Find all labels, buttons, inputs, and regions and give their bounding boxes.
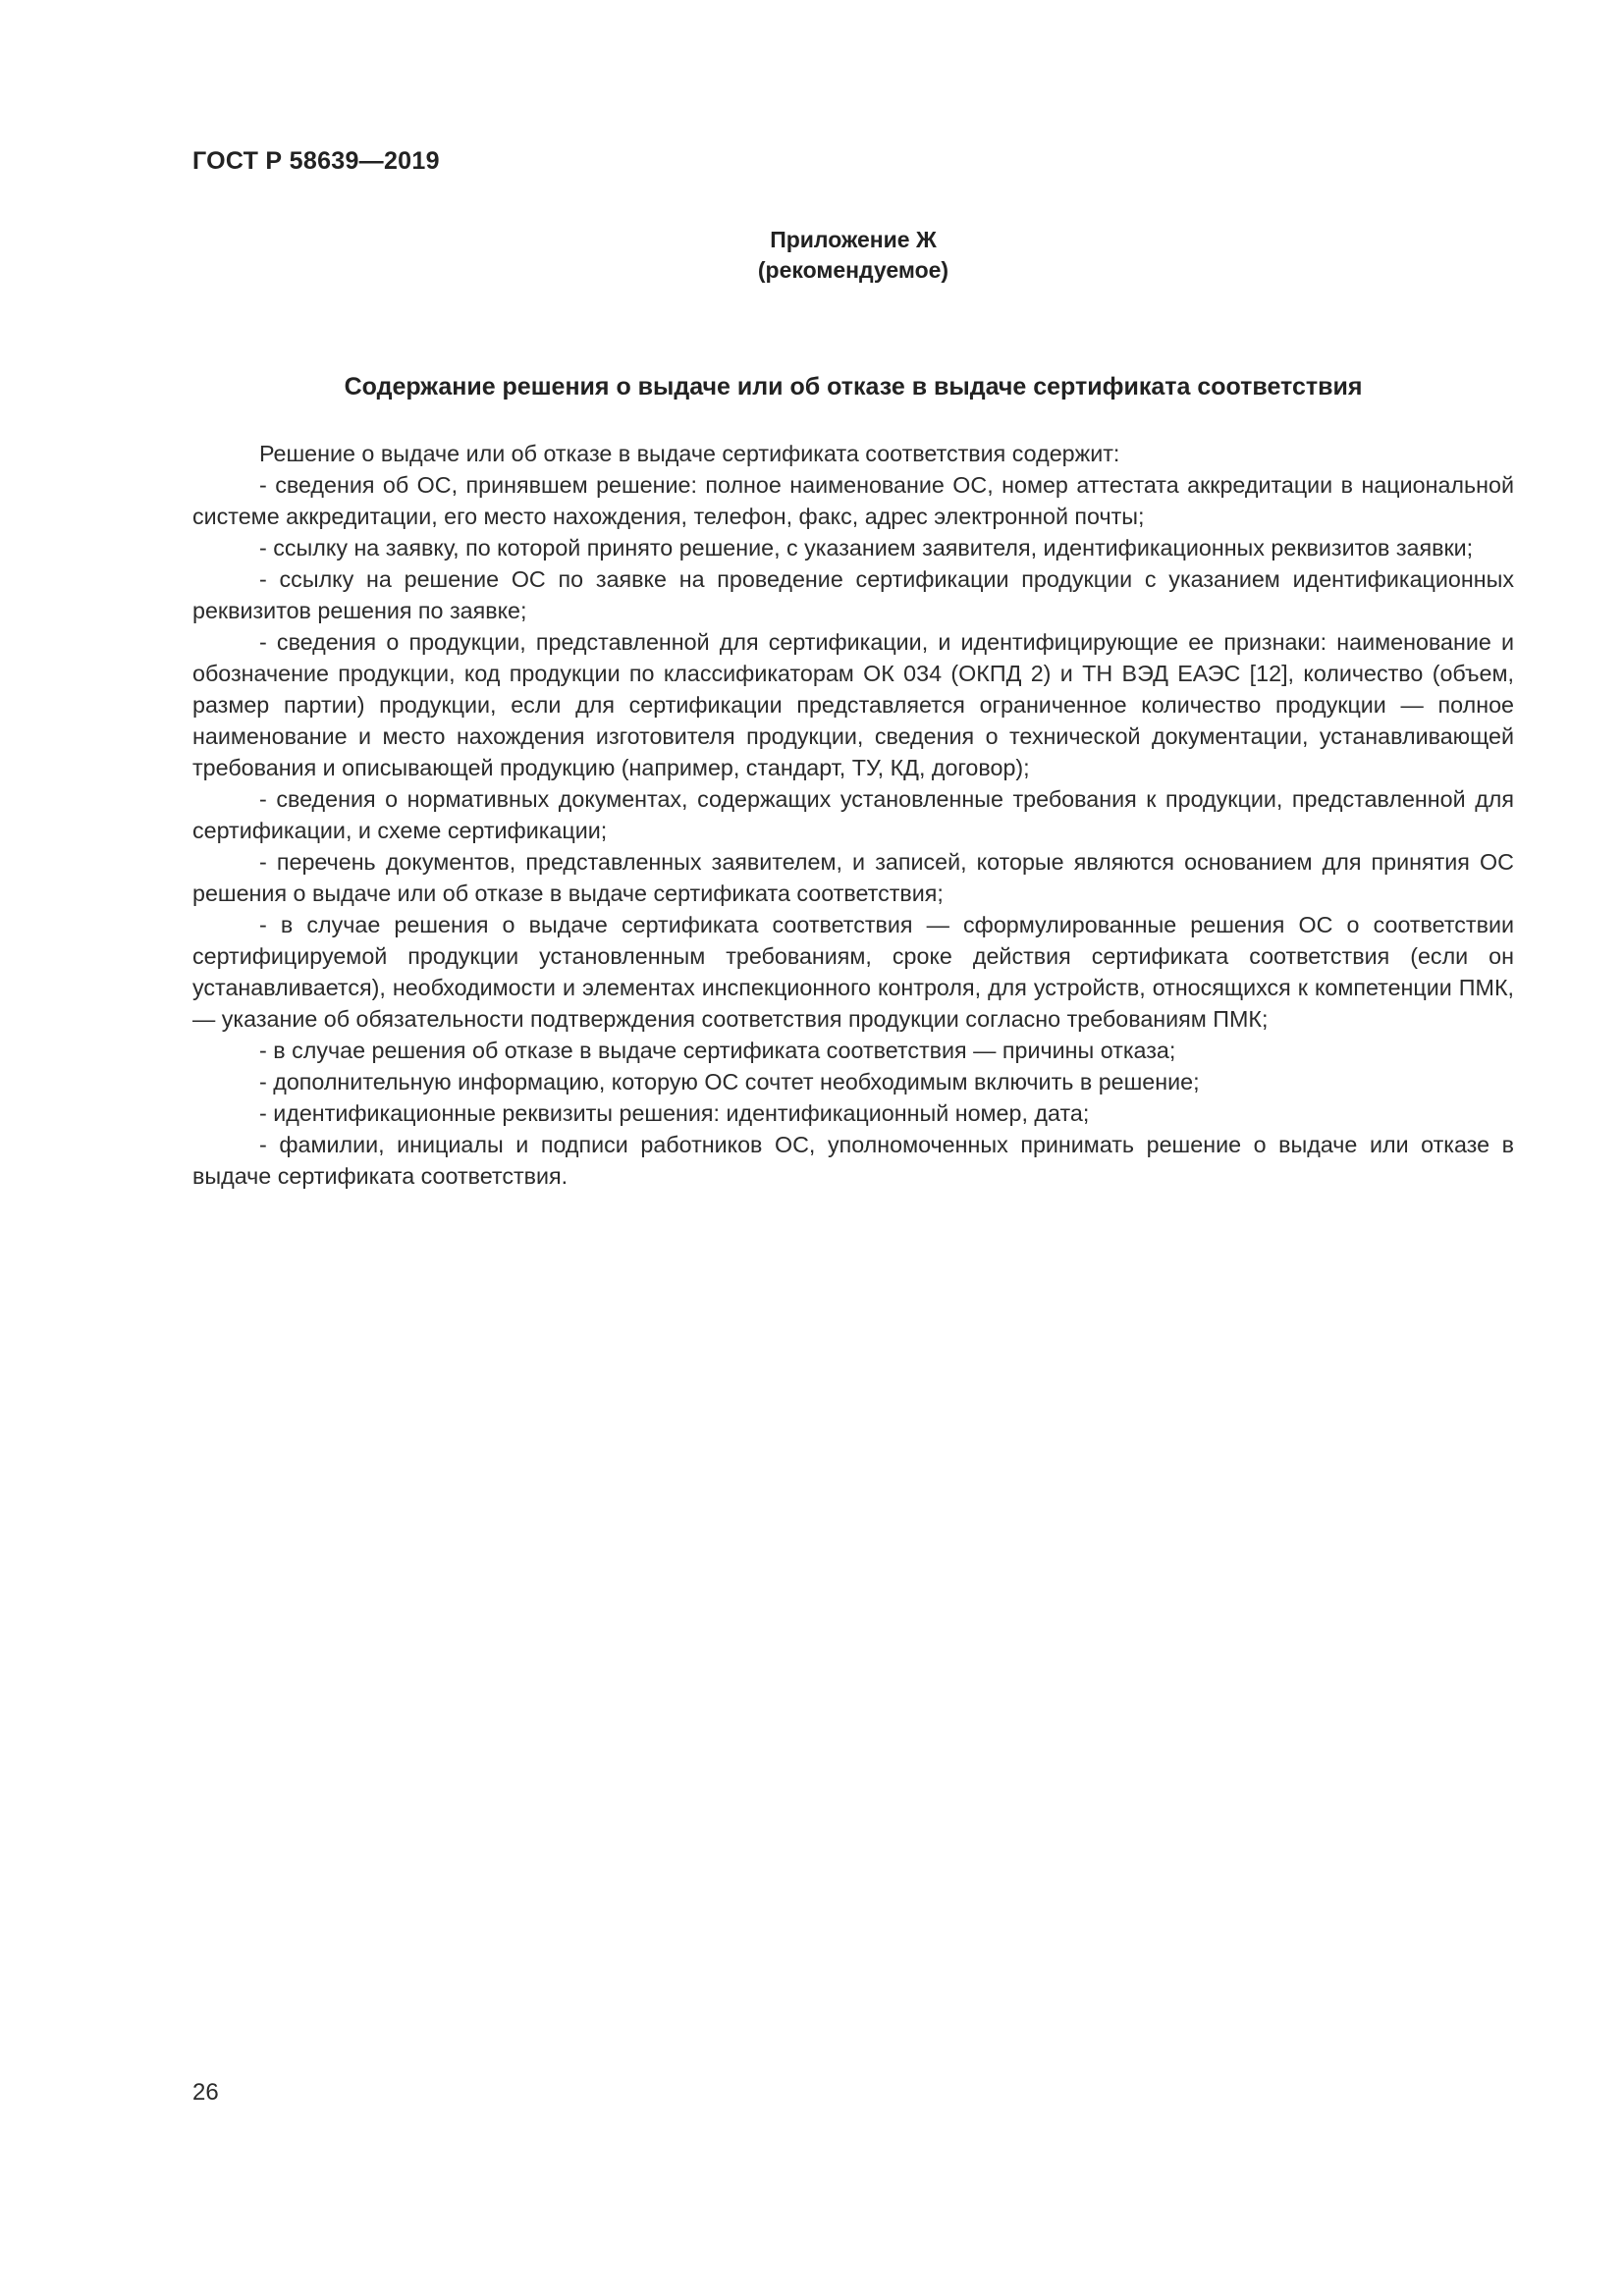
document-code-header: ГОСТ Р 58639—2019 [192,147,440,175]
list-item: - фамилии, инициалы и подписи работников ОС, уполномоченных принимать решение о выдаче или отказе в выдаче сертификата соответствия. [192,1132,1514,1189]
page-number: 26 [192,2079,219,2106]
list-item: - идентификационные реквизиты решения: идентификационный номер, дата; [259,1100,1090,1126]
list-item: - сведения об ОС, принявшем решение: полное наименование ОС, номер аттестата аккредитации в национальной системе аккредитации, его место нахождения, телефон, факс, адрес электронной почты; [192,472,1514,529]
list-item: - ссылку на заявку, по которой принято решение, с указанием заявителя, идентификационных реквизитов заявки; [259,535,1474,561]
list-item: - сведения о нормативных документах, содержащих установленные требования к продукции, представленной для сертификации, и схеме сертификации; [192,786,1514,843]
list-item: - сведения о продукции, представленной для сертификации, и идентифицирующие ее признаки: наименование и обозначение продукции, код продукции по классификаторам ОК 034 (ОКПД 2) и ТН ВЭД ЕАЭС [12], количество (объем, размер партии) продукции, если для сертификации представляется ограниченное количество продукции — полное наименование и место нахождения изготовителя продукции, сведения о технической документации, устанавливающей требования и описывающей продукцию (например, стандарт, ТУ, КД, договор); [192,629,1514,780]
appendix-heading [192,225,1514,286]
appendix-title: Приложение Ж [770,227,937,252]
body-text [192,438,1514,1192]
section-title: Содержание решения о выдаче или об отказе в выдаче сертификата соответствия [344,373,1363,400]
list-item: - ссылку на решение ОС по заявке на проведение сертификации продукции с указанием идентификационных реквизитов решения по заявке; [192,566,1514,623]
list-item: - в случае решения о выдаче сертификата соответствия — сформулированные решения ОС о соответствии сертифицируемой продукции установленным требованиям, сроке действия сертификата соответствия (если он устанавливается), необходимости и элементах инспекционного контроля, для устройств, относящихся к компетенции ПМК, — указание об обязательности подтверждения соответствия продукции согласно требованиям ПМК; [192,912,1514,1032]
list-item: - дополнительную информацию, которую ОС сочтет необходимым включить в решение; [259,1069,1200,1095]
intro-paragraph: Решение о выдаче или об отказе в выдаче сертификата соответствия содержит: [259,441,1120,466]
appendix-status: (рекомендуемое) [757,257,949,283]
list-item: - перечень документов, представленных заявителем, и записей, которые являются основанием для принятия ОС решения о выдаче или об отказе в выдаче сертификата соответствия; [192,849,1514,906]
list-item: - в случае решения об отказе в выдаче сертификата соответствия — причины отказа; [259,1038,1176,1063]
